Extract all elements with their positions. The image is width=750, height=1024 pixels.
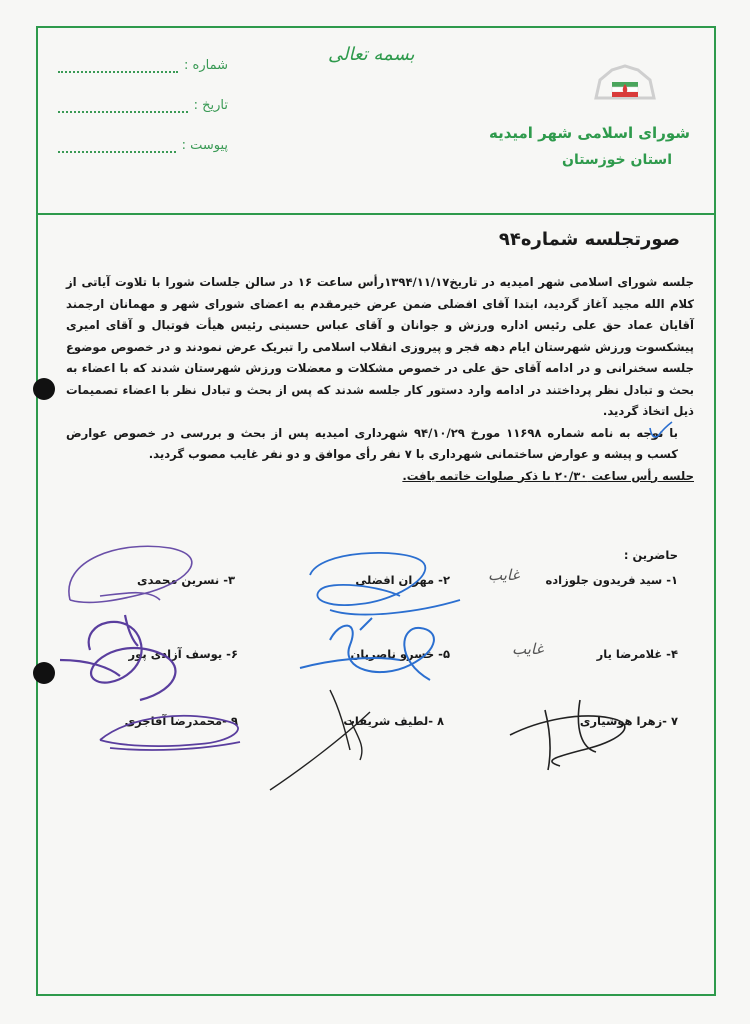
minutes-resolution: با توجه به نامه شماره ۱۱۶۹۸ مورخ ۹۴/۱۰/۲۹ شهرداری امیدیه پس از بحث و بررسی در خصوص عوارض کسب و پیشه و عوارض ساختمانی شهرداری با ۷ نفر رأی موافق و دو نفر غایب مصوب گردید. (66, 425, 678, 461)
member-4: ۴- غلامرضا یار (596, 647, 678, 661)
minutes-title: صورتجلسه شماره۹۴ (498, 229, 680, 250)
date-label: تاریخ : (193, 98, 228, 113)
member-9: ۹ -محمدرضا آقاجری (124, 714, 238, 728)
number-label: شماره : (184, 58, 228, 73)
absent-mark: غایب (488, 566, 520, 584)
member-5: ۵- خسرو ناصریان (350, 647, 450, 661)
dotted-line (58, 61, 178, 73)
council-name: شورای اسلامی شهر امیدیه (488, 124, 690, 142)
basmala: بسمه تعالی (328, 44, 415, 65)
punch-hole (33, 378, 55, 400)
member-7: ۷ -زهرا هوشیاری (579, 714, 678, 728)
council-emblem-icon (590, 58, 660, 108)
header-divider (36, 213, 716, 215)
dotted-line (58, 141, 176, 153)
absent-mark: غایب (512, 640, 544, 658)
member-1: ۱- سید فریدون جلوزاده (545, 573, 678, 587)
attendees-label: حاضرین : (623, 548, 678, 562)
member-8: ۸ -لطیف شریفات (343, 714, 444, 728)
punch-hole (33, 662, 55, 684)
member-2: ۲- مهران افضلی (355, 573, 450, 587)
attachment-field (58, 138, 228, 153)
province-name: استان خوزستان (562, 152, 672, 168)
date-field (58, 98, 228, 113)
minutes-paragraph: جلسه شورای اسلامی شهر امیدیه در تاریخ۱۳۹۴/۱۱/۱۷رأس ساعت ۱۶ در سالن جلسات شورا با تلاوت آیاتی از کلام الله مجید آغاز گردید، ابتدا آقای افضلی ضمن عرض خیرمقدم به اعضای شورای شهر و مهمانان ارجمند آقایان عماد حق علی رئیس اداره ورزش و جوانان و آقای عباس حسینی رئیس هیأت فوتبال و آقای امیری پیشکسوت ورزش شهرستان ایام دهه فجر و پیروزی انقلاب اسلامی را تبریک عرض نمودند و در خصوص موضوع جلسه سخنرانی و در ادامه آقای حق علی در خصوص مشکلات و معضلات ورزش شهرستان شدند که با اعضاء به بحث و تبادل نظر پرداختند در ادامه وارد دستور کار جلسه شدند که پس از بحث و تبادل نظر با اعضاء تصمیمات ذیل اتخاذ گردید. (66, 275, 694, 418)
page-frame (36, 26, 716, 996)
minutes-body (66, 272, 694, 487)
minutes-closing: جلسه رأس ساعت ۲۰/۳۰ با ذکر صلوات خاتمه یافت. (402, 468, 694, 483)
number-field (58, 58, 228, 73)
dotted-line (58, 101, 188, 113)
attachment-label: پیوست : (181, 138, 228, 153)
member-6: ۶- یوسف آزادی پور (128, 647, 238, 661)
member-3: ۳- نسرین محمدی (137, 573, 235, 587)
